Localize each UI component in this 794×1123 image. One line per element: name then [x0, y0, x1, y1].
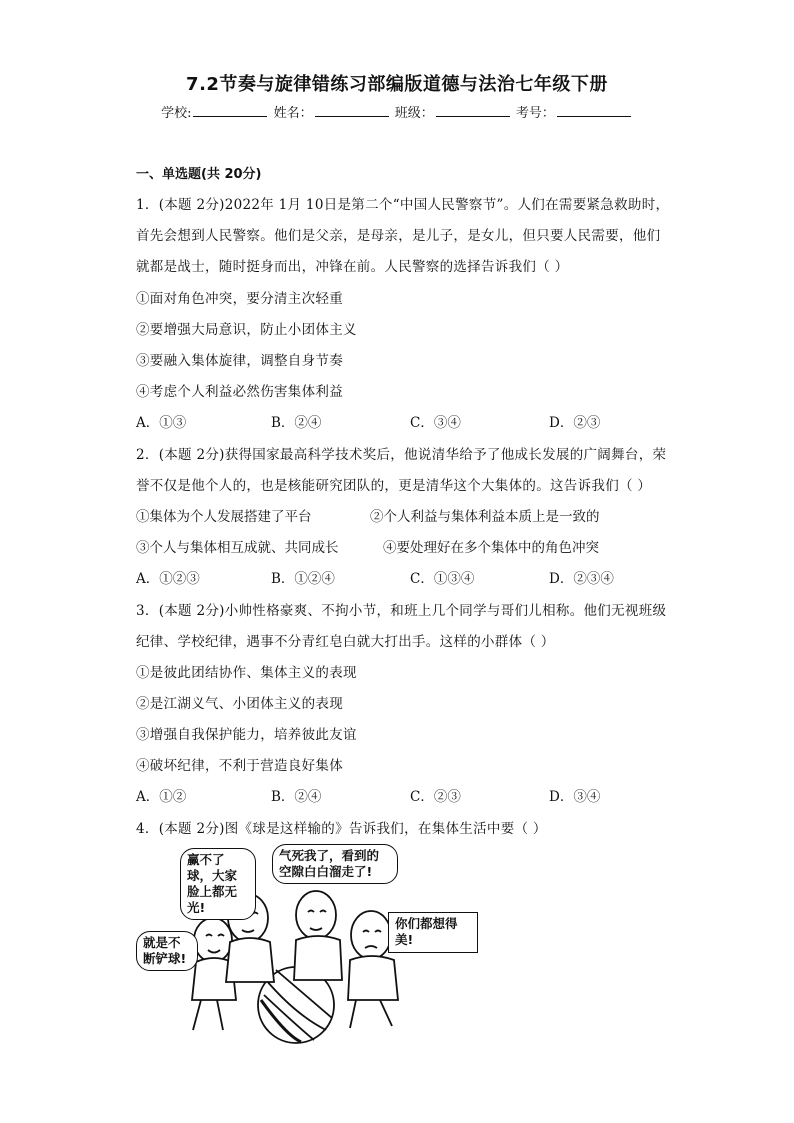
- q4-stem-line-1: 4．(本题 2分)图《球是这样输的》告诉我们，在集体生活中要（ ）: [136, 821, 547, 837]
- q3-statement-4: ④破坏纪律，不利于营造良好集体: [136, 758, 343, 774]
- name-label: 姓名：: [273, 106, 313, 121]
- q2-statement-3: ③个人与集体相互成就、共同成长: [136, 540, 339, 556]
- q1-statement-4: ④考虑个人利益必然伤害集体利益: [136, 384, 343, 400]
- q3-option-a[interactable]: A．①②: [136, 789, 187, 805]
- q2-option-c[interactable]: C．①③④: [410, 571, 475, 587]
- q3-statement-2: ②是江湖义气、小团体主义的表现: [136, 696, 343, 712]
- exam-no-label: 考号：: [515, 106, 555, 121]
- section-heading: 一、单选题(共 20分): [136, 167, 262, 182]
- q1-option-b[interactable]: B．②④: [271, 415, 322, 431]
- exam-no-blank[interactable]: [557, 104, 631, 117]
- q2-stem-line-2: 誉不仅是他个人的，也是核能研究团队的，更是清华这个大集体的。这告诉我们（ ）: [136, 478, 652, 494]
- q3-stem-line-1: 3．(本题 2分)小帅性格豪爽、不拘小节，和班上几个同学与哥们儿相称。他们无视班级: [136, 603, 667, 619]
- school-blank[interactable]: [193, 104, 267, 117]
- q3-stem-line-2: 纪律、学校纪律，遇事不分青红皂白就大打出手。这样的小群体（ ）: [136, 634, 555, 650]
- q3-option-d[interactable]: D．③④: [549, 789, 601, 805]
- player-3-head: [296, 891, 336, 939]
- speech-bubble-4: 就是不断铲球!: [136, 931, 198, 971]
- q1-option-c[interactable]: C．③④: [410, 415, 461, 431]
- q1-stem-line-1: 1．(本题 2分)2022年 1月 10日是第二个“中国人民警察节”。人们在需要紧急救助时，: [136, 197, 670, 213]
- q1-option-d[interactable]: D．②③: [549, 415, 601, 431]
- q2-option-b[interactable]: B．①②④: [271, 571, 335, 587]
- q2-option-a[interactable]: A．①②③: [136, 571, 200, 587]
- speech-bubble-3: 你们都想得美!: [388, 912, 478, 953]
- class-blank[interactable]: [436, 104, 510, 117]
- q2-stem-line-1: 2．(本题 2分)获得国家最高科学技术奖后，他说清华给予了他成长发展的广阔舞台，荣: [136, 447, 667, 463]
- name-blank[interactable]: [315, 104, 389, 117]
- player-4-head: [351, 911, 391, 959]
- q1-statement-3: ③要融入集体旋律，调整自身节奏: [136, 353, 343, 369]
- q3-statement-1: ①是彼此团结协作、集体主义的表现: [136, 665, 357, 681]
- q2-statement-4: ④要处理好在多个集体中的角色冲突: [383, 540, 599, 556]
- speech-bubble-1: 赢不了球，大家脸上都无光!: [180, 848, 256, 920]
- school-label: 学校:: [161, 106, 192, 121]
- q1-stem-line-2: 首先会想到人民警察。他们是父亲，是母亲，是儿子，是女儿，但只要人民需要，他们: [136, 228, 661, 244]
- player-1-head: [194, 918, 232, 962]
- student-info-row: [0, 102, 794, 121]
- q1-statement-1: ①面对角色冲突，要分清主次轻重: [136, 291, 343, 307]
- q1-option-a[interactable]: A．①③: [136, 415, 187, 431]
- q1-stem-line-3: 就都是战士，随时挺身而出，冲锋在前。人民警察的选择告诉我们（ ）: [136, 259, 569, 275]
- q3-statement-3: ③增强自我保护能力，培养彼此友谊: [136, 727, 357, 743]
- q2-option-d[interactable]: D．②③④: [549, 571, 614, 587]
- class-label: 班级：: [394, 106, 434, 121]
- speech-bubble-2: 气死我了，看到的空隙白白溜走了!: [272, 844, 398, 884]
- q3-option-c[interactable]: C．②③: [410, 789, 461, 805]
- q2-statement-2: ②个人利益与集体利益本质上是一致的: [370, 509, 600, 525]
- page-title: 7.2节奏与旋律错练习部编版道德与法治七年级下册: [186, 74, 608, 95]
- q2-statement-1: ①集体为个人发展搭建了平台: [136, 509, 312, 525]
- q1-statement-2: ②要增强大局意识，防止小团体主义: [136, 322, 357, 338]
- q3-option-b[interactable]: B．②④: [271, 789, 322, 805]
